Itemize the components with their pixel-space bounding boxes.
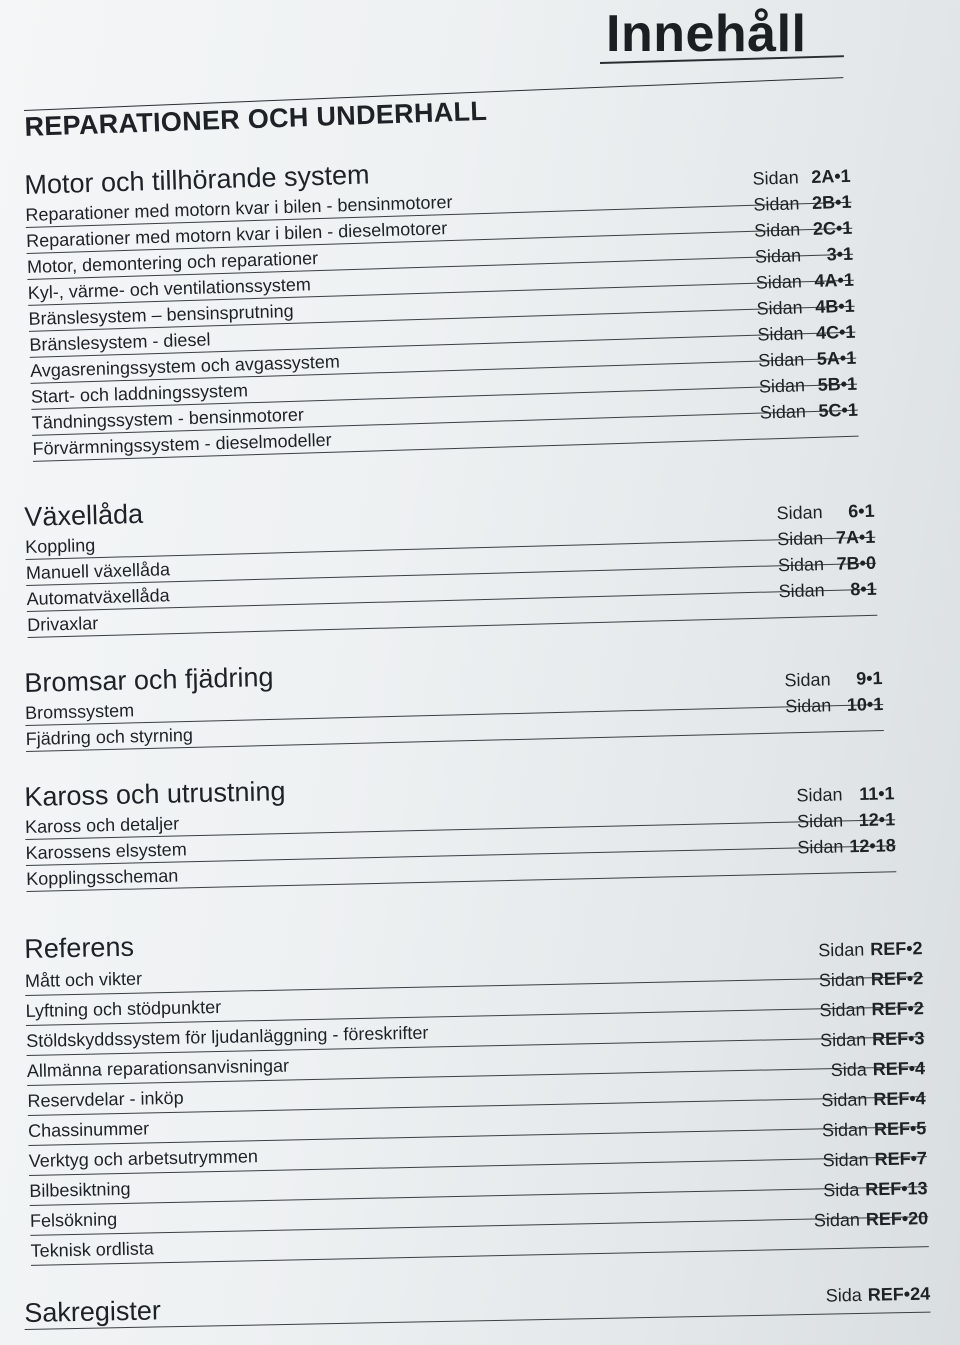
page-ref: Sidan 11•1 bbox=[796, 783, 895, 806]
toc-row[interactable]: Allmänna reparationsanvisningar Sidan REF•3 bbox=[27, 1037, 925, 1086]
page-ref: Sidan REF•20 bbox=[813, 1208, 929, 1231]
page-ref: Sidan REF•2 bbox=[819, 998, 925, 1021]
toc-row[interactable]: Bilbesiktning Sidan REF•7 bbox=[29, 1157, 927, 1206]
page-ref: Sidan 8•1 bbox=[778, 578, 877, 602]
toc-row[interactable]: Mått och vikter Sidan REF•2 bbox=[25, 947, 923, 996]
toc-row[interactable]: Verktyg och arbetsutrymmen Sidan REF•5 bbox=[28, 1127, 926, 1176]
section-referens bbox=[24, 913, 929, 1266]
page-ref: Sidan REF•7 bbox=[822, 1148, 928, 1171]
toc-row[interactable]: Start- och laddningssystem Sidan 5A•1 bbox=[31, 359, 857, 410]
page-ref: Sidan 4B•1 bbox=[756, 295, 855, 319]
section-title: Bromsar och fjädring bbox=[24, 661, 274, 698]
page-ref: Sidan 12•18 bbox=[797, 835, 896, 858]
page-ref: Sidan 7A•1 bbox=[776, 526, 876, 550]
section-kaross bbox=[24, 760, 896, 892]
toc-row[interactable]: Reparationer med motorn kvar i bilen - bensinmotorer Sidan 2A•1 bbox=[25, 177, 851, 228]
section-title: Referens bbox=[24, 931, 135, 964]
page-ref: Sidan 5C•1 bbox=[759, 399, 859, 423]
page-ref: Sida REF•13 bbox=[823, 1178, 928, 1201]
toc-row[interactable]: Kaross och detaljer Sidan 11•1 bbox=[25, 794, 895, 840]
page-title: Innehåll bbox=[606, 5, 807, 63]
page-ref: Sidan 5A•1 bbox=[757, 347, 857, 371]
page-ref: Sidan REF•4 bbox=[821, 1088, 926, 1111]
section-vaxellada bbox=[24, 478, 877, 638]
section-bromsar bbox=[24, 645, 884, 752]
page-ref: Sidan REF•3 bbox=[819, 1028, 925, 1051]
section-title: Motor och tillhörande system bbox=[24, 159, 370, 200]
toc-row[interactable]: Avgasreningssystem och avgassystem Sidan 4C•1 bbox=[30, 333, 856, 384]
page-ref: Sidan REF•5 bbox=[821, 1118, 927, 1141]
section-motor bbox=[24, 143, 859, 462]
toc-row[interactable]: Felsökning Sida REF•13 bbox=[30, 1187, 928, 1236]
toc-row[interactable]: Automatväxellåda Sidan 7B•0 bbox=[26, 564, 876, 612]
toc-row[interactable]: Manuell växellåda Sidan 7A•1 bbox=[26, 538, 876, 586]
page-ref: Sidan 7B•0 bbox=[777, 552, 877, 576]
section-title: Sakregister bbox=[24, 1295, 162, 1328]
toc-row[interactable]: Stöldskyddssystem för ljudanläggning - föreskrifter Sidan REF•2 bbox=[26, 1007, 924, 1056]
page-ref: Sidan 10•1 bbox=[784, 694, 884, 717]
toc-row[interactable]: Motor, demontering och reparationer Sidan 2C•1 bbox=[27, 229, 853, 280]
toc-row[interactable]: Bränslesystem – bensinsprutning Sidan 4A•1 bbox=[28, 281, 854, 332]
page-ref: Sidan 9•1 bbox=[784, 668, 883, 691]
toc-row[interactable]: Förvärmningssystem - dieselmodeller Sidan 5C•1 bbox=[32, 411, 858, 462]
page-ref: Sidan 6•1 bbox=[776, 500, 875, 524]
toc-row[interactable]: Reparationer med motorn kvar i bilen - dieselmotorer Sidan 2B•1 bbox=[26, 203, 852, 254]
toc-row[interactable]: Tändningssystem - bensinmotorer Sidan 5B•1 bbox=[31, 385, 857, 436]
page-ref: Sidan REF•2 bbox=[818, 968, 924, 991]
page-ref: Sidan 3•1 bbox=[754, 243, 854, 267]
toc-row[interactable]: Reservdelar - inköp Sida REF•4 bbox=[27, 1067, 925, 1116]
toc-row[interactable]: Karossens elsystem Sidan 12•1 bbox=[25, 820, 895, 866]
section-title: Växellåda bbox=[24, 498, 144, 532]
toc-row[interactable]: Kyl-, värme- och ventilationssystem Sidan 3•1 bbox=[27, 255, 853, 306]
page-ref: Sidan 12•1 bbox=[796, 809, 896, 832]
section-sakregister bbox=[24, 1279, 930, 1330]
toc-row[interactable]: Bromssystem Sidan 9•1 bbox=[25, 679, 883, 726]
toc-row[interactable]: Kopplingsscheman Sidan 12•18 bbox=[26, 846, 896, 892]
page-ref: Sidan 5B•1 bbox=[758, 373, 858, 397]
toc-row[interactable]: Chassinummer Sidan REF•4 bbox=[28, 1097, 926, 1146]
page-ref: Sidan 2A•1 bbox=[752, 165, 851, 189]
page-ref: Sidan 2C•1 bbox=[753, 217, 853, 241]
toc-row[interactable]: Bränslesystem - diesel Sidan 4B•1 bbox=[29, 307, 855, 358]
toc-row[interactable]: Koppling Sidan 6•1 bbox=[25, 512, 875, 560]
page-ref: Sida REF•4 bbox=[830, 1058, 926, 1081]
main-heading: REPARATIONER OCH UNDERHALL bbox=[24, 95, 488, 142]
page-ref: Sidan 2B•1 bbox=[753, 191, 852, 215]
toc-row[interactable]: Fjädring och styrning Sidan 10•1 bbox=[25, 705, 883, 752]
toc-row[interactable]: Drivaxlar Sidan 8•1 bbox=[27, 590, 877, 638]
page-ref: Sida REF•24 bbox=[825, 1283, 931, 1306]
page-ref: Sidan 4A•1 bbox=[755, 269, 855, 293]
toc-row[interactable] bbox=[24, 1279, 930, 1330]
page-ref: Sidan REF•2 bbox=[817, 938, 923, 961]
toc-row[interactable]: Lyftning och stödpunkter Sidan REF•2 bbox=[25, 977, 923, 1026]
section-title: Kaross och utrustning bbox=[24, 776, 286, 812]
toc-row[interactable]: Teknisk ordlista Sidan REF•20 bbox=[30, 1217, 928, 1266]
page-ref: Sidan 4C•1 bbox=[757, 321, 856, 345]
